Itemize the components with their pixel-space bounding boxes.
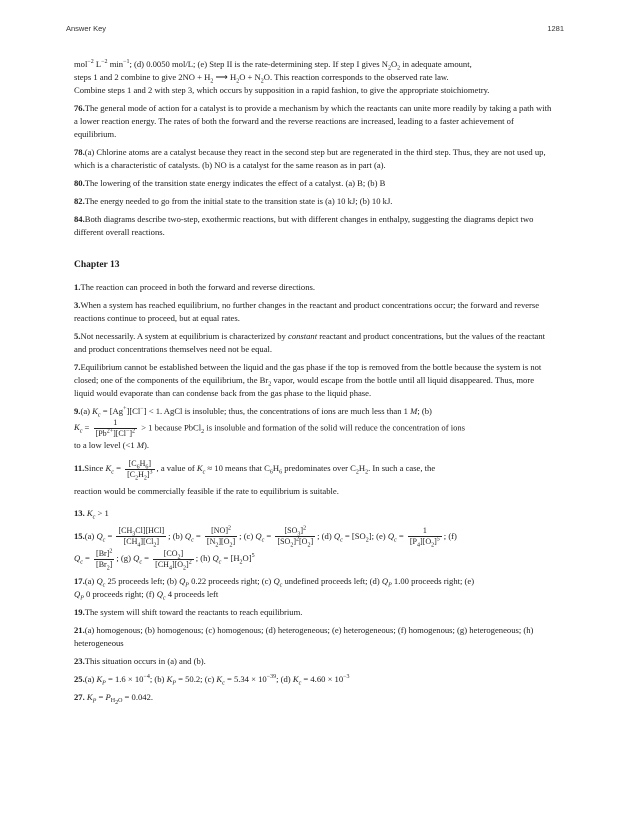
answer-19: 19.The system will shift toward the reactants to reach equilibrium. <box>74 606 303 617</box>
answer-15: 15.(a) $Q_c$ = $\frac{[CH_3Cl][HCl]}{[CH_4][Cl_2]}$ ; (b) $Q_c$ = $\frac{[NO]^2}{[N_2][O_2]}$ ; (c) $Q_c$ = $\frac{[SO_3]^2}{[SO_2]^2[O_2]}$ ; (d) $Q_c = [SO_2]$; (e) $Q_c$ = $\frac{1}{[P_4][O_2]^5}$ ; (f) $Q_c$ = $\frac{[Br]^2}{[Br_2]}$ ; (g) $Q_c$ = $\frac{[CO_2]}{[CH_4][O_2]^2}$ ; (h) $Q_c = [H_2O]^5$ <box>74 525 457 572</box>
answer-76: 76.The general mode of action for a catalyst is to provide a mechanism by which the reactants can unite more readily by taking a path with a lower reaction energy. The rates of both the forward and the reverse reactions are increased, leading to a faster achievement of equilibrium. <box>74 103 552 139</box>
answer-17: 17.(a) $Q_c$ 25 proceeds left; (b) $Q_P$ 0.22 proceeds right; (c) $Q_c$ undefined proceeds left; (d) $Q_P$ 1.00 proceeds right; (e) $Q_P$ 0 proceeds right; (f) $Q_c$ 4 proceeds left <box>74 575 475 602</box>
answer-78: 78.(a) Chlorine atoms are a catalyst because they react in the second step but are regenerated in the third step. Thus, they are not used up, which is a characteristic of catalysts. (b) NO is a catalyst for the same reason as in part (a). <box>74 147 546 170</box>
answer-84: 84.Both diagrams describe two-step, exothermic reactions, but with different changes in enthalpy, suggesting the diagrams depict two different overall reactions. <box>74 214 534 237</box>
answer-23: 23.This situation occurs in (a) and (b). <box>74 655 206 666</box>
answer-13: 13. $K_c > 1$ <box>74 507 109 521</box>
answer-9: 9.(a) $K_c = [Ag^+][Cl^-] < 1$. AgCl is insoluble; thus, the concentrations of ions are much less than 1 M; (b) $K_c$ = $\frac{1}{[Pb^{2+}][Cl^-]^2}$ > 1 because PbCl$_2$ is insoluble and formation of the solid will reduce the concentration of ions to a low level (<1 M). <box>74 406 466 450</box>
answer-82: 82.The energy needed to go from the initial state to the transition state is (a) 10 kJ; (b) 10 kJ. <box>74 196 393 206</box>
running-header: Answer Key <box>66 24 107 33</box>
answer-7: 7.Equilibrium cannot be established between the liquid and the gas phase if the top is removed from the bottle because the system is not closed; one of the components of the equilibrium, the $Br_2$ vapor, would escape from the bottle until all liquid disappeared. Thus, more liquid would evaporate than can condense back from the gas phase to the liquid phase. <box>74 362 542 398</box>
answer-80: 80.The lowering of the transition state energy indicates the effect of a catalyst. (a) B; (b) B <box>74 178 386 188</box>
answer-25: 25.(a) $K_P = 1.6 \times 10^{-4}$; (b) $K_P = 50.2$; (c) $K_c = 5.34 \times 10^{-39}$; (d) $K_c = 4.60 \times 10^{-3}$ <box>74 673 350 687</box>
answer-27: 27. $K_P = P_{H_2O} = 0.042$. <box>74 691 154 707</box>
kc-fraction: $\frac{1}{[Pb^{2+}][Cl^-]^2}$ <box>95 418 136 438</box>
answer-21: 21.(a) homogenous; (b) homogenous; (c) homogenous; (d) heterogeneous; (e) heterogeneous; (f) homogenous; (g) heterogeneous; (h) heterogeneous <box>74 624 534 648</box>
answer-key-body <box>74 58 556 709</box>
page-number: 1281 <box>547 24 564 33</box>
answer-3: 3.When a system has reached equilibrium, no further changes in the reactant and product concentrations occur; the forward and reverse reactions continue to proceed, but at equal rates. <box>74 300 540 323</box>
answer-11: 11.Since $K_c$ = $\frac{[C_6H_6]}{[C_2H_2]^3}$ , a value of $K_c \approx 10$ means that $C_6H_6$ predominates over $C_2H_2$. In such a case, the reaction would be commercially feasible if the rate to equilibrium is suitable. <box>74 458 436 496</box>
chapter-heading: Chapter 13 <box>74 260 120 270</box>
answer-5: 5.Not necessarily. A system at equilibrium is characterized by constant reactant and product concentrations, but the values of the reactant and product concentrations themselves need not be equal. <box>74 331 546 354</box>
answer-1: 1.The reaction can proceed in both the forward and reverse directions. <box>74 282 316 292</box>
continued-answer: mol$^{-2}$ $L^{-2}$ $\min^{-1}$; (d) 0.0050 mol/L; (e) Step II is the rate-determining step. If step I gives $N_2O_2$ in adequate amount, steps 1 and 2 combine to give $2NO + H_2$ ⟶ $H_2O + N_2O$. This reaction corresponds to the observed rate law. Combine steps 1 and 2 with step 3, which occurs by supposition in a rapid fashion, to give the appropriate stoichiometry. <box>74 59 490 95</box>
